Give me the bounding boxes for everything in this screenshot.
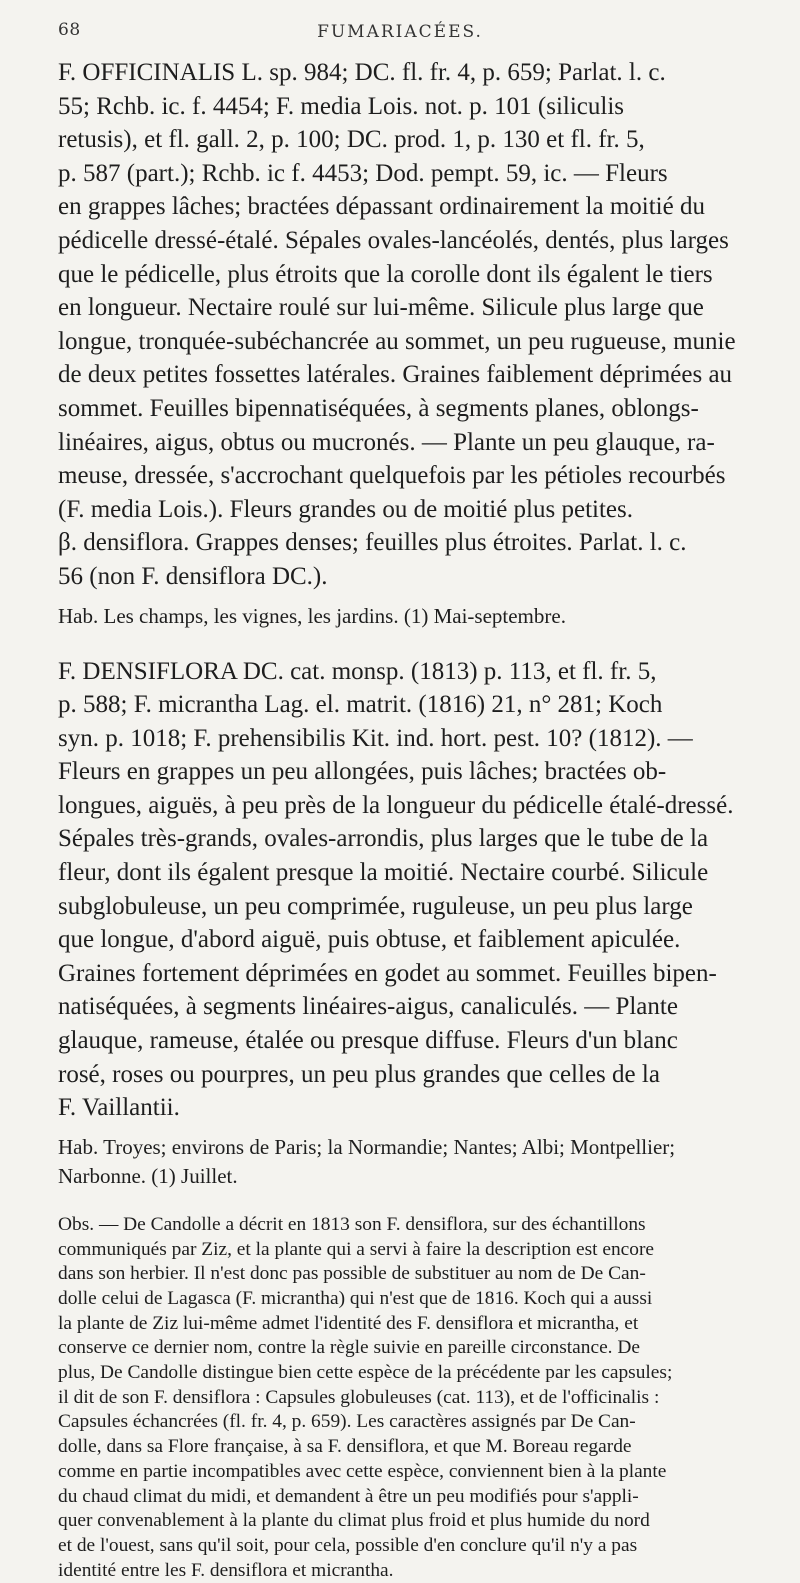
note-line: plus, De Candolle distingue bien cette espèce de la précédente par les capsules; — [58, 1362, 673, 1384]
note-line: comme en partie incompatibles avec cette espèce, conviennent bien à la plante — [58, 1460, 667, 1482]
note-line: conserve ce dernier nom, contre la règle suivie en pareille circonstance. De — [58, 1337, 640, 1359]
note-line: Capsules échancrées (fl. fr. 4, p. 659). Les caractères assignés par De Can- — [58, 1411, 636, 1433]
note-line: communiqués par Ziz, et la plante qui a servi à faire la description est encore — [58, 1238, 655, 1260]
text-line: en grappes lâches; bractées dépassant ordinairement la moitié du — [58, 193, 705, 221]
text-line: glauque, rameuse, étalée ou presque diffuse. Fleurs d'un blanc — [58, 1027, 678, 1055]
habitat-officinalis: Hab. Les champs, les vignes, les jardins. (1) Mai-septembre. — [58, 603, 566, 628]
note-line: la plante de Ziz lui-même admet l'identité des F. densiflora et micrantha, et — [58, 1312, 639, 1334]
page-number: 68 — [58, 20, 81, 40]
page-body — [58, 56, 758, 1583]
text-line: de deux petites fossettes latérales. Graines faiblement déprimées au — [58, 361, 733, 389]
text-line: longues, aiguës, à peu près de la longueur du pédicelle étalé-dressé. — [58, 791, 734, 819]
note-line: dolle celui de Lagasca (F. micrantha) qui n'est que de 1816. Koch qui a aussi — [58, 1287, 653, 1309]
text-line: F. DENSIFLORA DC. cat. monsp. (1813) p. 113, et fl. fr. 5, — [58, 657, 657, 685]
note-line: Obs. — De Candolle a décrit en 1813 son F. densiflora, sur des échantillons — [58, 1213, 646, 1235]
note-line: dans son herbier. Il n'est donc pas possible de substituer au nom de De Can- — [58, 1263, 646, 1285]
note-line: quer convenablement à la plante du climat plus froid et plus humide du nord — [58, 1510, 650, 1532]
note-line: identité entre les F. densiflora et micrantha. — [58, 1559, 394, 1581]
text-line: rosé, roses ou pourpres, un peu plus grandes que celles de la — [58, 1060, 660, 1088]
text-line: que longue, d'abord aiguë, puis obtuse, et faiblement apiculée. — [58, 926, 681, 954]
text-line: (F. media Lois.). Fleurs grandes ou de moitié plus petites. — [58, 495, 633, 523]
text-line: que le pédicelle, plus étroits que la corolle dont ils égalent le tiers — [58, 260, 713, 288]
text-line: β. densiflora. Grappes denses; feuilles plus étroites. Parlat. l. c. — [58, 529, 687, 557]
habitat-line: Narbonne. (1) Juillet. — [58, 1163, 238, 1188]
text-line: sommet. Feuilles bipennatiséquées, à segments planes, oblongs- — [58, 394, 699, 422]
text-line: pédicelle dressé-étalé. Sépales ovales-lancéolés, dentés, plus larges — [58, 226, 729, 254]
text-line: Graines fortement déprimées en godet au sommet. Feuilles bipen- — [58, 959, 717, 987]
text-line: F. Vaillantii. — [58, 1094, 180, 1122]
text-line: subglobuleuse, un peu comprimée, ruguleuse, un peu plus large — [58, 892, 693, 920]
note-line: et de l'ouest, sans qu'il soit, pour cela, possible d'en conclure qu'il n'y a pas — [58, 1534, 638, 1556]
text-line: Fleurs en grappes un peu allongées, puis lâches; bractées ob- — [58, 758, 667, 786]
text-line: Sépales très-grands, ovales-arrondis, plus larges que le tube de la — [58, 825, 709, 853]
text-line: en longueur. Nectaire roulé sur lui-même. Silicule plus large que — [58, 294, 704, 322]
running-title: FUMARIACÉES. — [317, 22, 483, 42]
text-line: fleur, dont ils égalent presque la moitié. Nectaire courbé. Silicule — [58, 859, 709, 887]
text-line: F. OFFICINALIS L. sp. 984; DC. fl. fr. 4, p. 659; Parlat. l. c. — [58, 59, 666, 86]
note-line: dolle, dans sa Flore française, à sa F. densiflora, et que M. Boreau regarde — [58, 1436, 632, 1458]
spacer — [58, 1191, 758, 1213]
entry-densiflora — [58, 655, 758, 1125]
text-line: meuse, dressée, s'accrochant quelquefois par les pétioles recourbés — [58, 462, 726, 490]
note-line: il dit de son F. densiflora : Capsules globuleuses (cat. 113), et de l'officinalis : — [58, 1386, 660, 1408]
note-line: du chaud climat du midi, et demandent à être un peu modifiés pour s'appli- — [58, 1485, 639, 1507]
text-line: p. 587 (part.); Rchb. ic f. 4453; Dod. pempt. 59, ic. — Fleurs — [58, 159, 668, 187]
spacer — [58, 631, 758, 655]
habitat-densiflora — [58, 1133, 758, 1191]
entry-officinalis — [58, 56, 758, 594]
text-line: p. 588; F. micrantha Lag. el. matrit. (1816) 21, n° 281; Koch — [58, 691, 663, 719]
text-line: 55; Rchb. ic. f. 4454; F. media Lois. not. p. 101 (siliculis — [58, 92, 625, 120]
text-line: 56 (non F. densiflora DC.). — [58, 562, 328, 590]
text-line: longue, tronquée-subéchancrée au sommet, un peu rugueuse, munie — [58, 327, 736, 355]
observation-note — [58, 1213, 758, 1583]
text-line: syn. p. 1018; F. prehensibilis Kit. ind. hort. pest. 10? (1812). — — [58, 724, 693, 752]
text-line: retusis), et fl. gall. 2, p. 100; DC. prod. 1, p. 130 et fl. fr. 5, — [58, 126, 645, 154]
text-line: natiséquées, à segments linéaires-aigus, canaliculés. — Plante — [58, 993, 678, 1021]
habitat-line: Hab. Troyes; environs de Paris; la Normandie; Nantes; Albi; Montpellier; — [58, 1134, 676, 1159]
text-line: linéaires, aigus, obtus ou mucronés. — Plante un peu glauque, ra- — [58, 428, 715, 456]
